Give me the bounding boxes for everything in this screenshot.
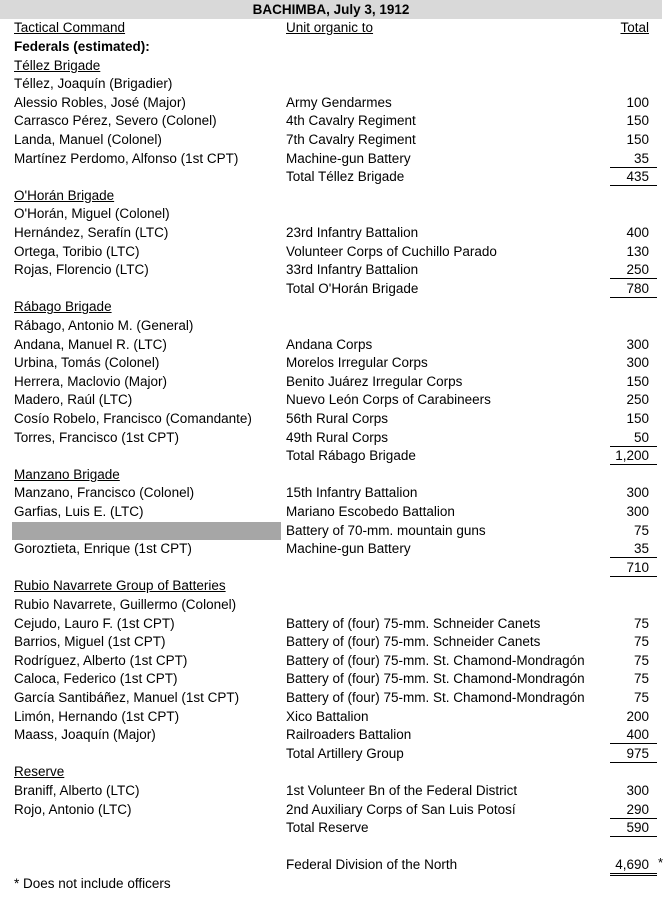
table-row xyxy=(0,670,662,689)
unit-cell: Mariano Escobedo Battalion xyxy=(286,504,455,519)
table-row xyxy=(0,112,662,131)
total-cell: 290 xyxy=(626,801,649,817)
table-row xyxy=(0,38,662,57)
total-cell: 150 xyxy=(626,373,649,389)
total-cell: 150 xyxy=(626,132,649,147)
table-row xyxy=(0,243,662,262)
unit-cell: Battery of (four) 75-mm. St. Chamond-Mondragón xyxy=(286,690,585,705)
unit-cell: Battery of (four) 75-mm. Schneider Canets xyxy=(286,634,541,650)
unit-cell: 4th Cavalry Regiment xyxy=(286,113,416,129)
table-row xyxy=(0,447,662,466)
table-row xyxy=(0,708,662,727)
command-cell: Rojas, Florencio (LTC) xyxy=(14,262,149,278)
command-cell: Braniff, Alberto (LTC) xyxy=(14,783,140,798)
total-cell: 250 xyxy=(626,262,649,278)
command-cell: Federals (estimated): xyxy=(14,39,150,54)
unit-cell: Army Gendarmes xyxy=(286,94,392,110)
table-row xyxy=(0,801,662,820)
total-cell: 300 xyxy=(626,485,649,501)
unit-cell: 1st Volunteer Bn of the Federal District xyxy=(286,783,518,798)
total-cell: 35 xyxy=(633,150,649,166)
table-row xyxy=(0,522,662,541)
command-cell: Goroztieta, Enrique (1st CPT) xyxy=(14,541,192,557)
command-cell: Torres, Francisco (1st CPT) xyxy=(14,429,180,445)
total-cell: 200 xyxy=(626,708,649,724)
command-cell: Rubio Navarrete, Guillermo (Colonel) xyxy=(14,597,237,612)
command-cell: O'Horán, Miguel (Colonel) xyxy=(14,206,170,222)
unit-cell: Railroaders Battalion xyxy=(286,727,412,743)
table-row xyxy=(0,354,662,373)
unit-cell: 56th Rural Corps xyxy=(286,411,389,426)
command-cell: Urbina, Tomás (Colonel) xyxy=(14,355,160,371)
unit-cell: Total Reserve xyxy=(286,820,369,836)
command-cell: Alessio Robles, José (Major) xyxy=(14,94,186,110)
total-cell: 130 xyxy=(626,243,649,259)
table-row xyxy=(0,261,662,280)
table-row xyxy=(0,131,662,150)
unit-cell: 2nd Auxiliary Corps of San Luis Potosí xyxy=(286,801,516,817)
command-cell: * Does not include officers xyxy=(14,876,171,891)
table-row xyxy=(0,410,662,429)
table-row xyxy=(0,838,662,857)
header-unit-organic-to: Unit organic to xyxy=(286,20,374,35)
table-row xyxy=(0,615,662,634)
command-cell: Téllez, Joaquín (Brigadier) xyxy=(14,76,173,92)
total-cell: 150 xyxy=(626,113,649,129)
header-row xyxy=(0,19,662,38)
unit-cell: 49th Rural Corps xyxy=(286,429,389,445)
table-row xyxy=(0,466,662,485)
table-row xyxy=(0,689,662,708)
table-row xyxy=(0,596,662,615)
table-row xyxy=(0,763,662,782)
command-cell: Hernández, Serafín (LTC) xyxy=(14,225,169,240)
command-cell: Reserve xyxy=(14,764,65,780)
table-row xyxy=(0,633,662,652)
table-row xyxy=(0,429,662,448)
command-cell: Barrios, Miguel (1st CPT) xyxy=(14,634,166,650)
table-title: BACHIMBA, July 3, 1912 xyxy=(0,0,662,19)
header-tactical-command: Tactical Command xyxy=(14,20,126,35)
command-cell: Garfias, Luis E. (LTC) xyxy=(14,504,144,519)
total-cell: 4,690 xyxy=(615,857,649,873)
total-cell: 75 xyxy=(633,652,649,668)
unit-cell: Battery of (four) 75-mm. Schneider Canets xyxy=(286,615,541,631)
unit-cell: Battery of (four) 75-mm. St. Chamond-Mondragón xyxy=(286,671,585,687)
command-cell: Maass, Joaquín (Major) xyxy=(14,727,156,743)
total-cell: 300 xyxy=(626,504,649,519)
total-cell: 780 xyxy=(626,280,649,296)
table-row xyxy=(0,782,662,801)
unit-cell: Volunteer Corps of Cuchillo Parado xyxy=(286,243,497,259)
total-cell: 590 xyxy=(626,820,649,836)
total-cell: 100 xyxy=(626,94,649,110)
unit-cell: Total Artillery Group xyxy=(286,745,404,761)
command-cell: Madero, Raúl (LTC) xyxy=(14,392,133,408)
total-cell: 75 xyxy=(633,690,649,705)
table-row xyxy=(0,57,662,76)
unit-cell: Battery of 70-mm. mountain guns xyxy=(286,522,486,538)
table-row xyxy=(0,856,662,875)
total-cell: 400 xyxy=(626,727,649,743)
table-row xyxy=(0,150,662,169)
command-cell: Rubio Navarrete Group of Batteries xyxy=(14,578,226,594)
total-cell: 35 xyxy=(633,541,649,557)
unit-cell: Machine-gun Battery xyxy=(286,541,411,557)
command-cell: Rábago Brigade xyxy=(14,299,112,315)
total-cell: 75 xyxy=(633,522,649,538)
command-cell: Cejudo, Lauro F. (1st CPT) xyxy=(14,615,175,631)
command-cell: Carrasco Pérez, Severo (Colonel) xyxy=(14,113,217,129)
unit-cell: Andana Corps xyxy=(286,336,373,352)
total-cell: 300 xyxy=(626,783,649,798)
command-cell: García Santibáñez, Manuel (1st CPT) xyxy=(14,690,240,705)
command-cell: Caloca, Federico (1st CPT) xyxy=(14,671,178,687)
unit-cell: Nuevo León Corps of Carabineers xyxy=(286,392,491,408)
table-row xyxy=(0,540,662,559)
command-cell: Cosío Robelo, Francisco (Comandante) xyxy=(14,411,252,426)
command-cell: Téllez Brigade xyxy=(14,57,101,73)
table-row xyxy=(0,503,662,522)
total-cell: 250 xyxy=(626,392,649,408)
total-cell: 300 xyxy=(626,355,649,371)
total-cell: 435 xyxy=(626,169,649,185)
command-cell: Ortega, Toribio (LTC) xyxy=(14,243,140,259)
total-cell: 75 xyxy=(633,671,649,687)
table-row xyxy=(0,75,662,94)
total-cell: 1,200 xyxy=(615,448,649,464)
table-row xyxy=(0,559,662,578)
command-cell: Andana, Manuel R. (LTC) xyxy=(14,336,167,352)
table-row xyxy=(0,224,662,243)
table-row xyxy=(0,875,662,894)
unit-cell: Battery of (four) 75-mm. St. Chamond-Mondragón xyxy=(286,652,585,668)
total-cell: 75 xyxy=(633,615,649,631)
command-cell: Manzano, Francisco (Colonel) xyxy=(14,485,195,501)
unit-cell: 23rd Infantry Battalion xyxy=(286,225,419,240)
command-cell: Manzano Brigade xyxy=(14,466,120,482)
unit-cell: Total Rábago Brigade xyxy=(286,448,416,464)
unit-cell: 15th Infantry Battalion xyxy=(286,485,418,501)
command-cell: Rojo, Antonio (LTC) xyxy=(14,801,132,817)
unit-cell: Total O'Horán Brigade xyxy=(286,280,419,296)
table-row xyxy=(0,484,662,503)
unit-cell: Total Téllez Brigade xyxy=(286,169,405,185)
table-row xyxy=(0,280,662,299)
command-cell: Limón, Hernando (1st CPT) xyxy=(14,708,180,724)
unit-cell: Xico Battalion xyxy=(286,708,369,724)
unit-cell: Morelos Irregular Corps xyxy=(286,355,428,371)
total-cell: 400 xyxy=(626,225,649,240)
table-row xyxy=(0,168,662,187)
unit-cell: Benito Juárez Irregular Corps xyxy=(286,373,463,389)
total-cell: 300 xyxy=(626,336,649,352)
table-row xyxy=(0,373,662,392)
unit-cell: 33rd Infantry Battalion xyxy=(286,262,419,278)
total-cell: 975 xyxy=(626,745,649,761)
command-cell: Herrera, Maclovio (Major) xyxy=(14,373,168,389)
total-cell: 50 xyxy=(633,429,649,445)
table-row xyxy=(0,745,662,764)
header-total: Total xyxy=(620,20,649,35)
total-cell: 150 xyxy=(626,411,649,426)
table-row xyxy=(0,205,662,224)
command-cell: Rábago, Antonio M. (General) xyxy=(14,318,194,333)
table-row xyxy=(0,187,662,206)
table-row xyxy=(0,391,662,410)
total-cell: 710 xyxy=(626,559,649,575)
shaded-empty-cell xyxy=(12,522,281,541)
table-row xyxy=(0,298,662,317)
command-cell: Landa, Manuel (Colonel) xyxy=(14,132,162,147)
command-cell: O'Horán Brigade xyxy=(14,187,115,203)
footnote-marker: * xyxy=(658,855,663,871)
unit-cell: 7th Cavalry Regiment xyxy=(286,132,416,147)
table-row xyxy=(0,577,662,596)
table-row xyxy=(0,819,662,838)
unit-cell: Machine-gun Battery xyxy=(286,150,411,166)
table-row xyxy=(0,336,662,355)
total-cell: 75 xyxy=(633,634,649,650)
command-cell: Rodríguez, Alberto (1st CPT) xyxy=(14,652,188,668)
command-cell: Martínez Perdomo, Alfonso (1st CPT) xyxy=(14,150,239,166)
table-row xyxy=(0,652,662,671)
table-row xyxy=(0,317,662,336)
table-row xyxy=(0,726,662,745)
table-row xyxy=(0,94,662,113)
unit-cell: Federal Division of the North xyxy=(286,857,458,873)
